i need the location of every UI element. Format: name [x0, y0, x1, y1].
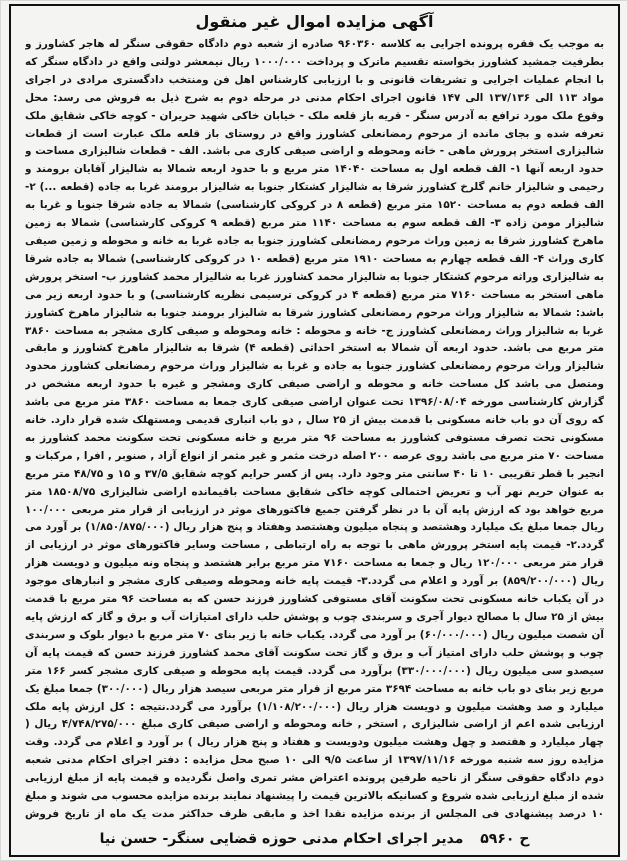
notice-body: به موجب یک فقره پرونده اجرایی به کلاسه ۹۶۰۳۶۰ صادره از شعبه دوم دادگاه حقوقی سنگر له هاجر کشاورز و بطرفیت جمشید کشاورز بخواسته تقسیم ماترک و پرداخت ۱۰۰۰/۰۰۰ ریال نیمعشر دولتی واقع در دادگاه سنگر که با انجام عملیات اجرایی و تشریفات قانونی و با ارزیابی کارشناس اهل فن ومنتخب دادگستری مرادی در اجرای مواد ۱۱۳ الی ۱۳۷/۱۳۶ الی ۱۴۷ قانون اجرای احکام مدنی در مرحله دوم به شرح ذیل به فروش می رسد: محل وقوع ملک مورد ترافع به آدرس سنگر - قریه باز قلعه ملک - خیابان خاکی شهید حریران - کوچه خاکی شقایق ملک تعرفه شده و بجای مانده از مرحوم رمضانعلی کشاورز واقع در روستای باز قلعه ملک عبارت است از قطعات شالیزاری استخر پرورش ماهی - خانه ومحوطه و اراضی صیفی کاری می باشد. الف - قطعات شالیزاری مساحت و حدود اربعه آنها ۱- الف قطعه اول به مساحت ۱۴۰۴۰ متر مربع و با حدود اربعه شمالا به شالیزار آقایان برومند و رحیمی و شالیزار خانم گلرخ کشاورز شرقا به شالیزار کشتکار جنوبا به شالیزار برومند غربا به جاده (قطعه ...) ۲- الف قطعه دوم به مساحت ۱۵۲۰ متر مربع (قطعه ۸ در کروکی کارشناسی) شمالا به جاده شرقا جنوبا و غربا به شالیزار مومن زاده ۳- الف قطعه سوم به مساحت ۱۱۴۰ متر مربع (قطعه ۹ کروکی کارشناسی) شمالا به زمین ماهرخ کشاورز شرقا به زمین وراث مرحوم رمضانعلی کشاورز جنوبا به جاده غربا به خانه و محوطه و زمین صیفی کاری وراث ۴- الف قطعه چهارم به مساحت ۱۹۱۰ متر مربع (قطعه ۱۰ در کروکی کارشناسی) شمالا به جاده شرقا به شالیزاری وراثه مرحوم کشتکار جنوبا به شالیزار محمد کشاورز غربا به شالیزار محمد کشاورز ب- استخر پرورش ماهی استخر به مساحت ۷۱۶۰ متر مربع (قطعه ۴ در کروکی ترسیمی نظریه کارشناسی) و با حدود اربعه زیر می باشد: شمالا به شالیزار وراث مرحوم رمضانعلی کشاورز شرقا به شالیزار برومند جنوبا به شالیزار ماهرخ کشاورز غربا به شالیزار وراث رمضانعلی کشاورز ج- خانه و محوطه : خانه ومحوطه و صیفی کاری مشجر به مساحت ۳۸۶۰ متر مربع می باشد. حدود اربعه آن شمالا به استخر احداثی (قطعه ۴) شرقا به شالیزار ماهرخ کشاورز و مابقی شالیزار وراث مرحوم رمضانعلی کشاورز جنوبا به جاده و غربا به شالیزار وراث مرحوم رمضانعلی کشاورز محدود ومتصل می باشد کل مساحت خانه و محوطه و اراضی صیفی کاری ومشجر و غیره با حدود اربعه مشخص در گزارش کارشناسی مورخه ۱۳۹۶/۰۸/۰۴ تحت عنوان اراضی صیفی کاری جمعا به مساحت ۳۸۶۰ متر مربع می باشد که روی آن دو باب خانه مسکونی با قدمت بیش از ۲۵ سال , دو باب انباری قدیمی ومستهلک شده قرار دارد. خانه مسکونی تحت تصرف مستوفی کشاورز به مساحت ۹۶ متر مربع و خانه مسکونی تحت سکونت محمد کشاورز به مساحت ۷۰ متر مربع می باشد روی عرصه ۲۰۰ اصله درخت مثمر و غیر مثمر از انواع آزاد , صنوبر , افرا , مرکبات و انجیر با قطر تقریبی ۱۰ تا ۴۰ سانتی متر وجود دارد. پس از کسر حرایم کوچه شقایق ۳۷/۵ و ۱۵ و ۴۸/۷۵ متر مربع به عنوان حریم نهر آب و تعریض احتمالی کوچه خاکی شقایق مساحت باقیمانده اراضی شالیزاری ۱۸۵۰۸/۷۵ متر مربع خواهد بود که ارزش پایه آن با در نظر گرفتن جمیع فاکتورهای موثر در ارزیابی از قرار متر مربعی ۱۰۰/۰۰۰ ریال جمعا مبلغ یک میلیارد وهشتصد و پنجاه میلیون وهشتصد وهفتاد و پنج هزار ریال (۱/۸۵۰/۸۷۵/۰۰۰) بر آورد می گردد.۲- قیمت پایه استخر پرورش ماهی با توجه به راه ارتباطی , مساحت وسایر فاکتورهای موثر در ارزیابی از قرار متر مربعی ۱۲۰/۰۰۰ ریال و جمعا به مساحت ۷۱۶۰ متر مربع برابر هشتصد و پنجاه ونه میلیون و دویست هزار ریال (۸۵۹/۲۰۰/۰۰۰) بر آورد و اعلام می گردد.۳- قیمت پایه خانه ومحوطه وصیفی کاری مشجر و انبارهای موجود در آن یکباب خانه مسکونی تحت سکونت آقای مستوفی کشاورز فرزند حسن که به مساحت ۹۶ متر مربع با قدمت بیش از ۲۵ سال با مصالح دیوار آجری و سربندی چوب و پوشش حلب دارای امتیازات آب و برق و گاز که ارزش پایه آن شصت میلیون ریال (۶۰/۰۰۰/۰۰۰) بر آورد می گردد. یکباب خانه با زیر بنای ۷۰ متر مربع با دیوار بلوک و سربندی چوب و پوشش حلب دارای امتیاز آب و برق و گاز تحت سکونت آقای محمد کشاورز فرزند حسن که قیمت پایه آن سیصدو سی میلیون ریال (۳۳۰/۰۰۰/۰۰۰) برآورد می گردد. قیمت پایه محوطه و صیفی کاری مشجر کسر ۱۶۶ متر مربع زیر بنای دو باب خانه به مساحت ۳۶۹۴ متر مربع از قرار متر مربعی سیصد هزار ریال (۳۰۰/۰۰۰) جمعا مبلغ یک میلیارد و صد وهشت میلیون و دویست هزار ریال (۱/۱۰۸/۲۰۰/۰۰۰) برآورد می گردد.نتیجه : کل ارزش پایه ملک ارزیابی شده اعم از اراضی شالیزاری , استخر , خانه ومحوطه و اراضی صیفی کاری مبلغ ۴/۷۴۸/۲۷۵/۰۰۰ ریال ( چهار میلیارد و هفتصد و چهل وهشت میلیون ودویست و هفتاد و پنج هزار ریال ) بر آورد و اعلام می گردد. وقت مزایده روز سه شنبه مورخه ۱۳۹۷/۱۱/۱۶ از ساعت ۹/۵ الی ۱۰ صبح محل مزایده : دفتر اجرای احکام مدنی شعبه دوم دادگاه حقوقی سنگر از ناحیه طرفین پرونده اعتراض مشر تمری واصل نگردیده و قیمت پایه از مبلغ ارزیابی شده از مبلغ ارزیابی شده شروع و کسانیکه بالاترین قیمت را پیشنهاد نمایند برنده مزایده محسوب می شوند و مبلغ ۱۰ درصد پیشنهادی فی المجلس از برنده مزایده نقدا اخذ و مابقی ظرف حداکثر مدت یک ماه از تاریخ فروش — [25, 38, 604, 820]
notice-footer — [11, 831, 618, 847]
notice-title: آگهی مزایده اموال غیر منقول — [195, 12, 434, 31]
notice-frame — [9, 4, 620, 857]
notice-code: ح ۵۹۶۰ — [480, 831, 530, 847]
notice-signature: مدیر اجرای احکام مدنی حوزه قضایی سنگر- حسن نیا — [99, 831, 464, 847]
